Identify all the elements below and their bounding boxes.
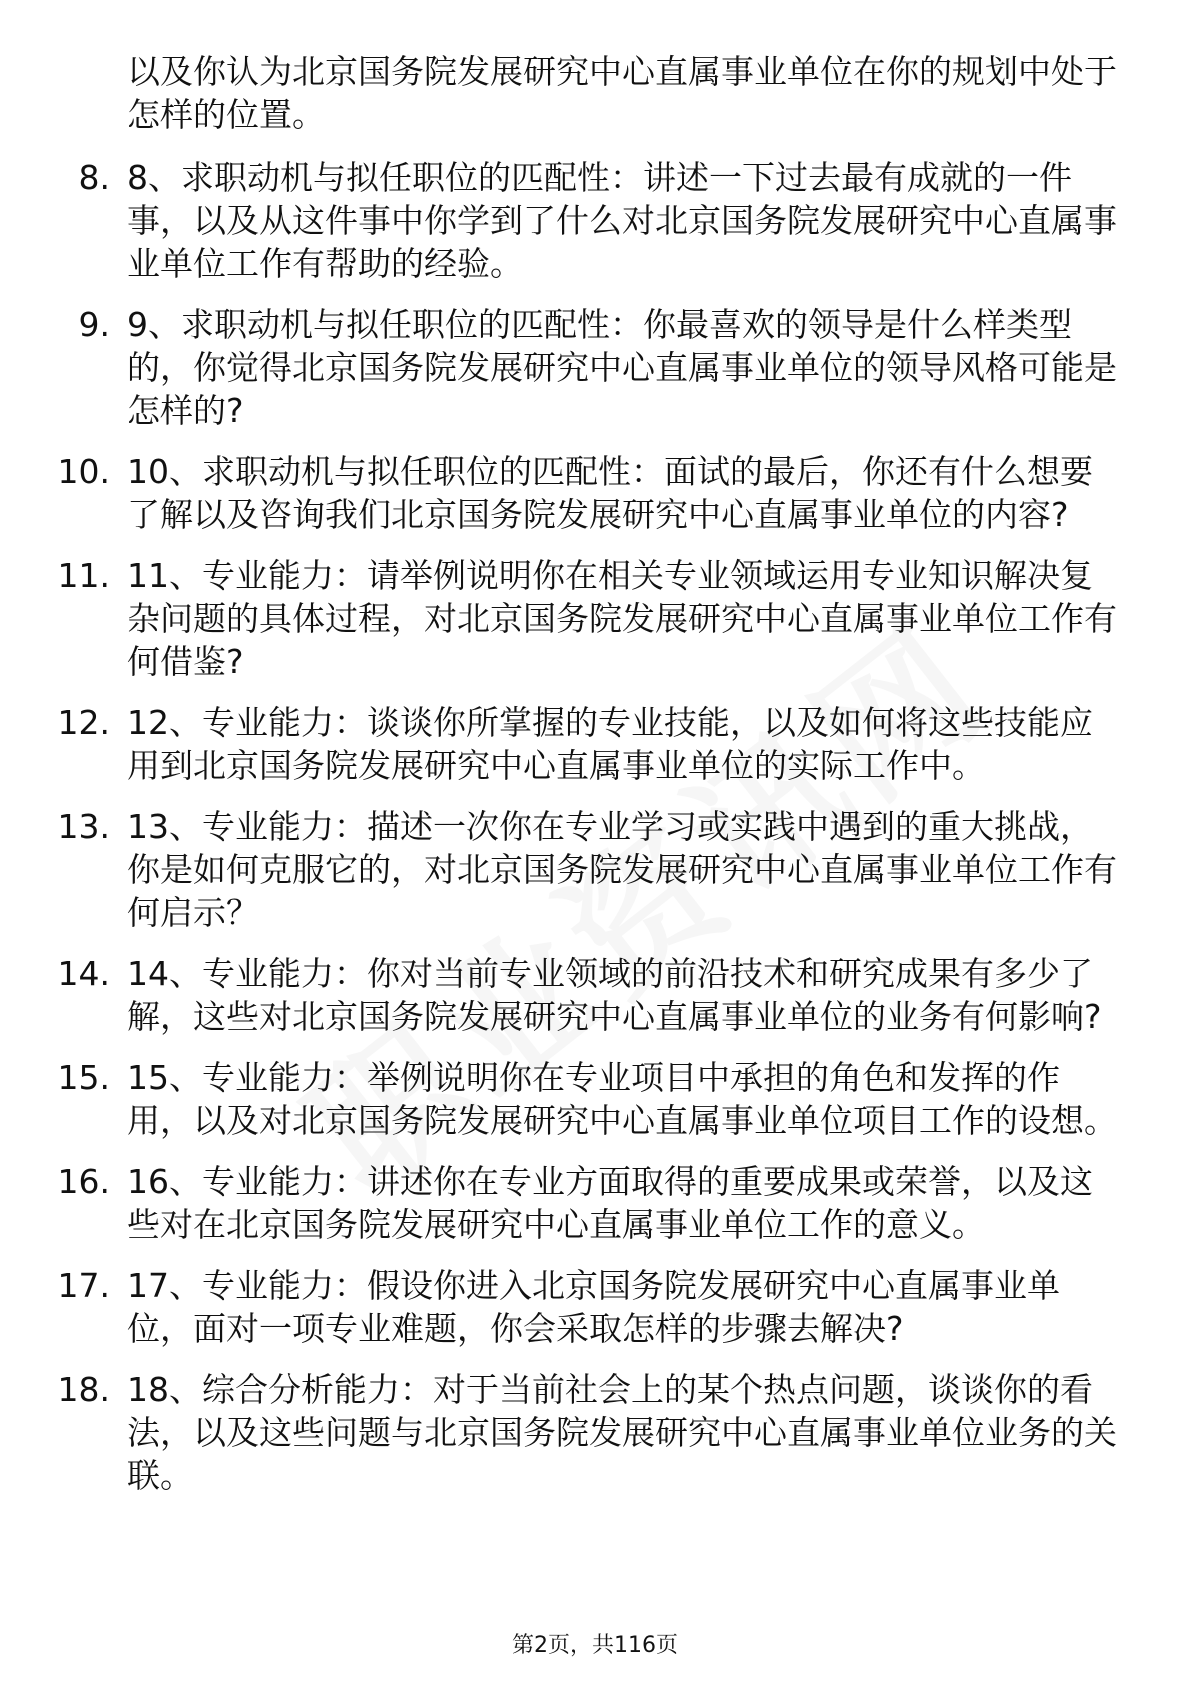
item-text: 10、求职动机与拟任职位的匹配性：面试的最后，你还有什么想要了解以及咨询我们北京国务院发展研究中心直属事业单位的内容? [127, 452, 1093, 534]
item-text: 11、专业能力：请举例说明你在相关专业领域运用专业知识解决复杂问题的具体过程，对北京国务院发展研究中心直属事业单位工作有何借鉴? [127, 556, 1117, 681]
item-number: 8. [78, 158, 110, 197]
list-item [0, 554, 1190, 683]
list-item [0, 450, 1190, 536]
item-text: 9、求职动机与拟任职位的匹配性：你最喜欢的领导是什么样类型的，你觉得北京国务院发展研究中心直属事业单位的领导风格可能是怎样的? [127, 305, 1117, 430]
item-number: 14. [57, 954, 110, 993]
item-number: 13. [57, 807, 110, 846]
list-item [0, 303, 1190, 432]
item-text: 8、求职动机与拟任职位的匹配性：讲述一下过去最有成就的一件事，以及从这件事中你学到了什么对北京国务院发展研究中心直属事业单位工作有帮助的经验。 [127, 158, 1117, 283]
list-item [0, 952, 1190, 1038]
page-footer: 第2页，共116页 [512, 1633, 678, 1658]
item-text: 18、综合分析能力：对于当前社会上的某个热点问题，谈谈你的看法，以及这些问题与北京国务院发展研究中心直属事业单位业务的关联。 [127, 1370, 1117, 1495]
list-item [0, 805, 1190, 934]
item-text: 12、专业能力：谈谈你所掌握的专业技能，以及如何将这些技能应用到北京国务院发展研究中心直属事业单位的实际工作中。 [127, 703, 1093, 785]
item-text: 17、专业能力：假设你进入北京国务院发展研究中心直属事业单位，面对一项专业难题，你会采取怎样的步骤去解决? [127, 1266, 1060, 1348]
list-item [0, 1160, 1190, 1246]
question-list [0, 156, 1190, 1515]
list-item [0, 1056, 1190, 1142]
list-item [0, 156, 1190, 285]
item-number: 17. [57, 1266, 110, 1305]
list-item [0, 1368, 1190, 1497]
item-number: 9. [78, 305, 110, 344]
continuation-paragraph: 以及你认为北京国务院发展研究中心直属事业单位在你的规划中处于怎样的位置。 [127, 52, 1117, 134]
item-text: 16、专业能力：讲述你在专业方面取得的重要成果或荣誉，以及这些对在北京国务院发展研究中心直属事业单位工作的意义。 [127, 1162, 1093, 1244]
item-text: 15、专业能力：举例说明你在专业项目中承担的角色和发挥的作用，以及对北京国务院发展研究中心直属事业单位项目工作的设想。 [127, 1058, 1117, 1140]
item-number: 18. [57, 1370, 110, 1409]
item-text: 14、专业能力：你对当前专业领域的前沿技术和研究成果有多少了解，这些对北京国务院发展研究中心直属事业单位的业务有何影响? [127, 954, 1102, 1036]
item-number: 10. [57, 452, 110, 491]
item-number: 15. [57, 1058, 110, 1097]
item-number: 11. [57, 556, 110, 595]
list-item [0, 701, 1190, 787]
item-number: 12. [57, 703, 110, 742]
item-text: 13、专业能力：描述一次你在专业学习或实践中遇到的重大挑战，你是如何克服它的，对北京国务院发展研究中心直属事业单位工作有何启示？ [127, 807, 1117, 932]
list-item [0, 1264, 1190, 1350]
item-number: 16. [57, 1162, 110, 1201]
